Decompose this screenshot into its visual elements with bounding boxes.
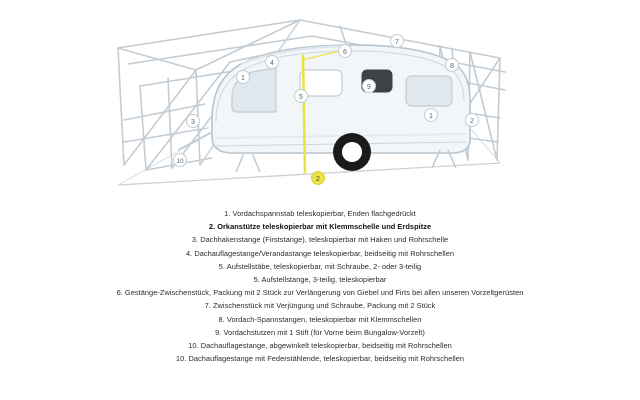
svg-text:5: 5 bbox=[299, 94, 303, 101]
legend-list bbox=[0, 207, 640, 365]
callout-4 bbox=[266, 56, 279, 69]
callout-5 bbox=[295, 90, 308, 103]
callout-6 bbox=[339, 45, 352, 58]
callout-2-highlight bbox=[312, 172, 325, 185]
svg-text:9: 9 bbox=[367, 84, 371, 91]
callout-7 bbox=[391, 35, 404, 48]
legend-item: 3. Dachhakenstange (Firststange), teleskopierbar mit Haken und Rohrschelle bbox=[191, 235, 449, 245]
svg-text:8: 8 bbox=[450, 63, 454, 70]
svg-text:1: 1 bbox=[241, 75, 245, 82]
callout-2b bbox=[466, 114, 479, 127]
svg-text:1: 1 bbox=[429, 113, 433, 120]
svg-text:4: 4 bbox=[270, 60, 274, 67]
ground-line bbox=[118, 163, 500, 185]
caravan-wheel bbox=[333, 133, 371, 171]
legend-item: 4. Dachauflagestange/Verandastange teleskopierbar, beidseitig mit Rohrschellen bbox=[185, 248, 455, 258]
svg-text:2: 2 bbox=[470, 118, 474, 125]
legend-item: 6. Gestänge-Zwischenstück, Packung mit 2 Stück zur Verlängerung von Giebel und Firts bei allen unseren Vorzeltgerüsten bbox=[116, 288, 524, 298]
side-window-2 bbox=[406, 76, 452, 106]
legend-item: 7. Zwischenstück mit Verjüngung und Schraube, Packung mit 2 Stück bbox=[204, 301, 436, 311]
legend-item: 8. Vordach-Spannstangen, teleskopierbar mit Klemmschellen bbox=[218, 314, 422, 324]
legend-item: 10. Dachauflagestange, abgewinkelt teleskopierbar, beidseitig mit Rohrschellen bbox=[188, 341, 452, 351]
svg-text:3: 3 bbox=[191, 119, 195, 126]
svg-text:7: 7 bbox=[395, 39, 399, 46]
callout-9 bbox=[363, 80, 376, 93]
svg-text:10: 10 bbox=[176, 158, 184, 165]
callout-1b bbox=[425, 109, 438, 122]
callout-8 bbox=[446, 59, 459, 72]
callout-1a bbox=[237, 71, 250, 84]
svg-text:2: 2 bbox=[316, 176, 320, 183]
ground-edge-right bbox=[470, 128, 500, 163]
legend-item: 10. Dachauflagestange mit Federstählende, teleskopierbar, beidseitig mit Rohrschellen bbox=[175, 354, 465, 364]
legend-item: 9. Vordachstutzen mit 1 Stift (für Vorne beim Bungalow-Vorzelt) bbox=[215, 327, 425, 337]
legend-item: 2. Orkanstütze teleskopierbar mit Klemmschelle und Erdspitze bbox=[208, 222, 432, 232]
callout-3 bbox=[187, 115, 200, 128]
legend-item: 5. Aufstellstange, 3-teilig, teleskopierbar bbox=[253, 275, 387, 285]
legend-item: 5. Aufstellstäbe, teleskopierbar, mit Schraube, 2- oder 3-teilig bbox=[218, 261, 422, 271]
svg-text:6: 6 bbox=[343, 49, 347, 56]
legend-item: 1. Vordachspannstab teleskopierbar, Enden flachgedrückt bbox=[224, 209, 416, 218]
callout-10 bbox=[174, 154, 187, 167]
